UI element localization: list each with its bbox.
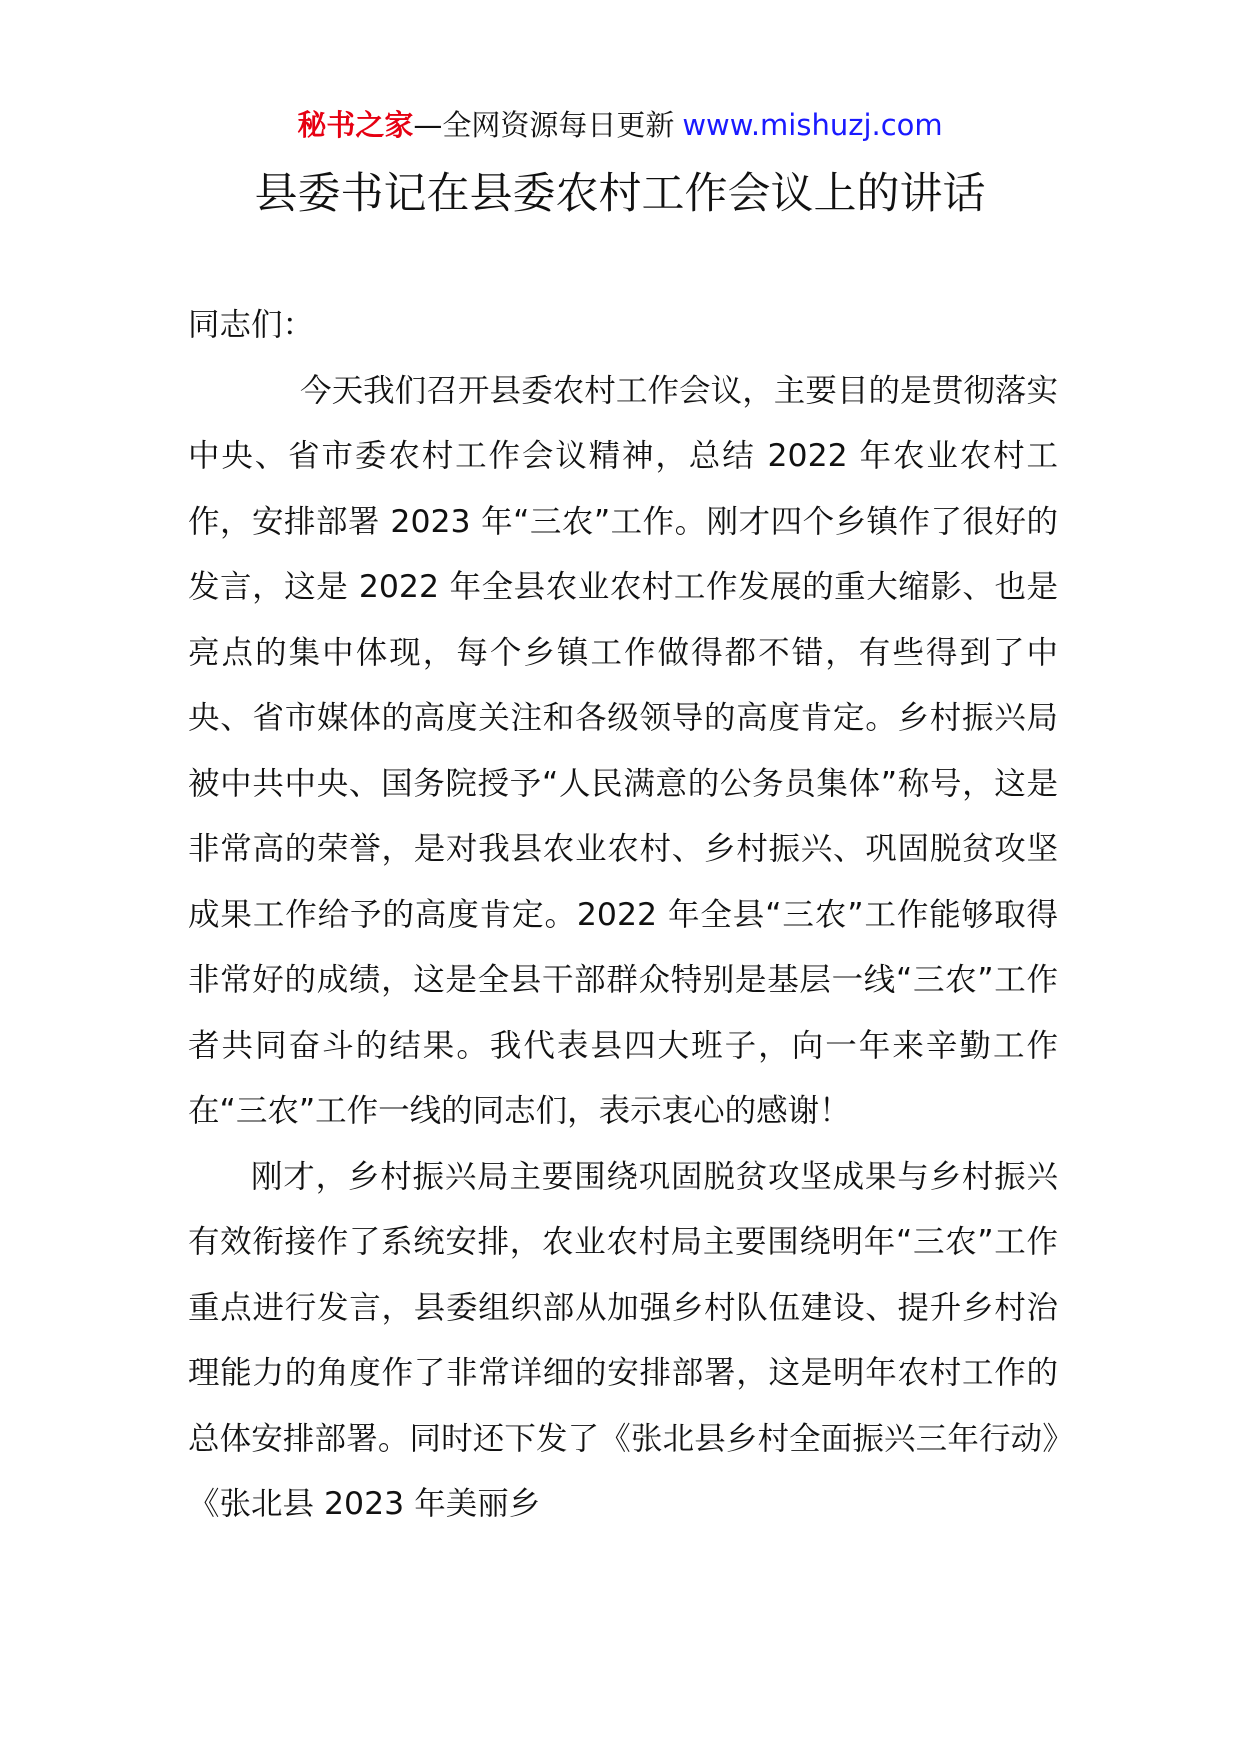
- document-title: 县委书记在县委农村工作会议上的讲话: [254, 169, 986, 219]
- body-paragraph-1: 今天我们召开县委农村工作会议，主要目的是贯彻落实中央、省市委农村工作会议精神，总结 2022 年农业农村工作，安排部署 2023 年“三农”工作。刚才四个乡镇作了很好的发言，这是 2022 年全县农业农村工作发展的重大缩影、也是亮点的集中体现，每个乡镇工作做得都不错，有些得到了中央、省市媒体的高度关注和各级领导的高度肯定。乡村振兴局被中共中央、国务院授予“人民满意的公务员集体”称号，这是非常高的荣誉，是对我县农业农村、乡村振兴、巩固脱贫攻坚成果工作给予的高度肯定。2022 年全县“三农”工作能够取得非常好的成绩，这是全县干部群众特别是基层一线“三农”工作者共同奋斗的结果。我代表县四大班子，向一年来辛勤工作在“三农”工作一线的同志们，表示衷心的感谢！: [188, 372, 1058, 1129]
- document-body: [188, 293, 1058, 1538]
- site-slogan: —全网资源每日更新: [413, 108, 675, 142]
- body-paragraph-2: 刚才，乡村振兴局主要围绕巩固脱贫攻坚成果与乡村振兴有效衔接作了系统安排，农业农村局主要围绕明年“三农”工作重点进行发言，县委组织部从加强乡村队伍建设、提升乡村治理能力的角度作了非常详细的安排部署，这是明年农村工作的总体安排部署。同时还下发了《张北县乡村全面振兴三年行动》《张北县 2023 年美丽乡: [188, 1158, 1058, 1522]
- site-brand: 秘书之家: [297, 108, 414, 142]
- site-header: [0, 104, 1240, 146]
- salutation: 同志们：: [188, 307, 315, 343]
- site-url-link[interactable]: www.mishuzj.com: [682, 108, 943, 142]
